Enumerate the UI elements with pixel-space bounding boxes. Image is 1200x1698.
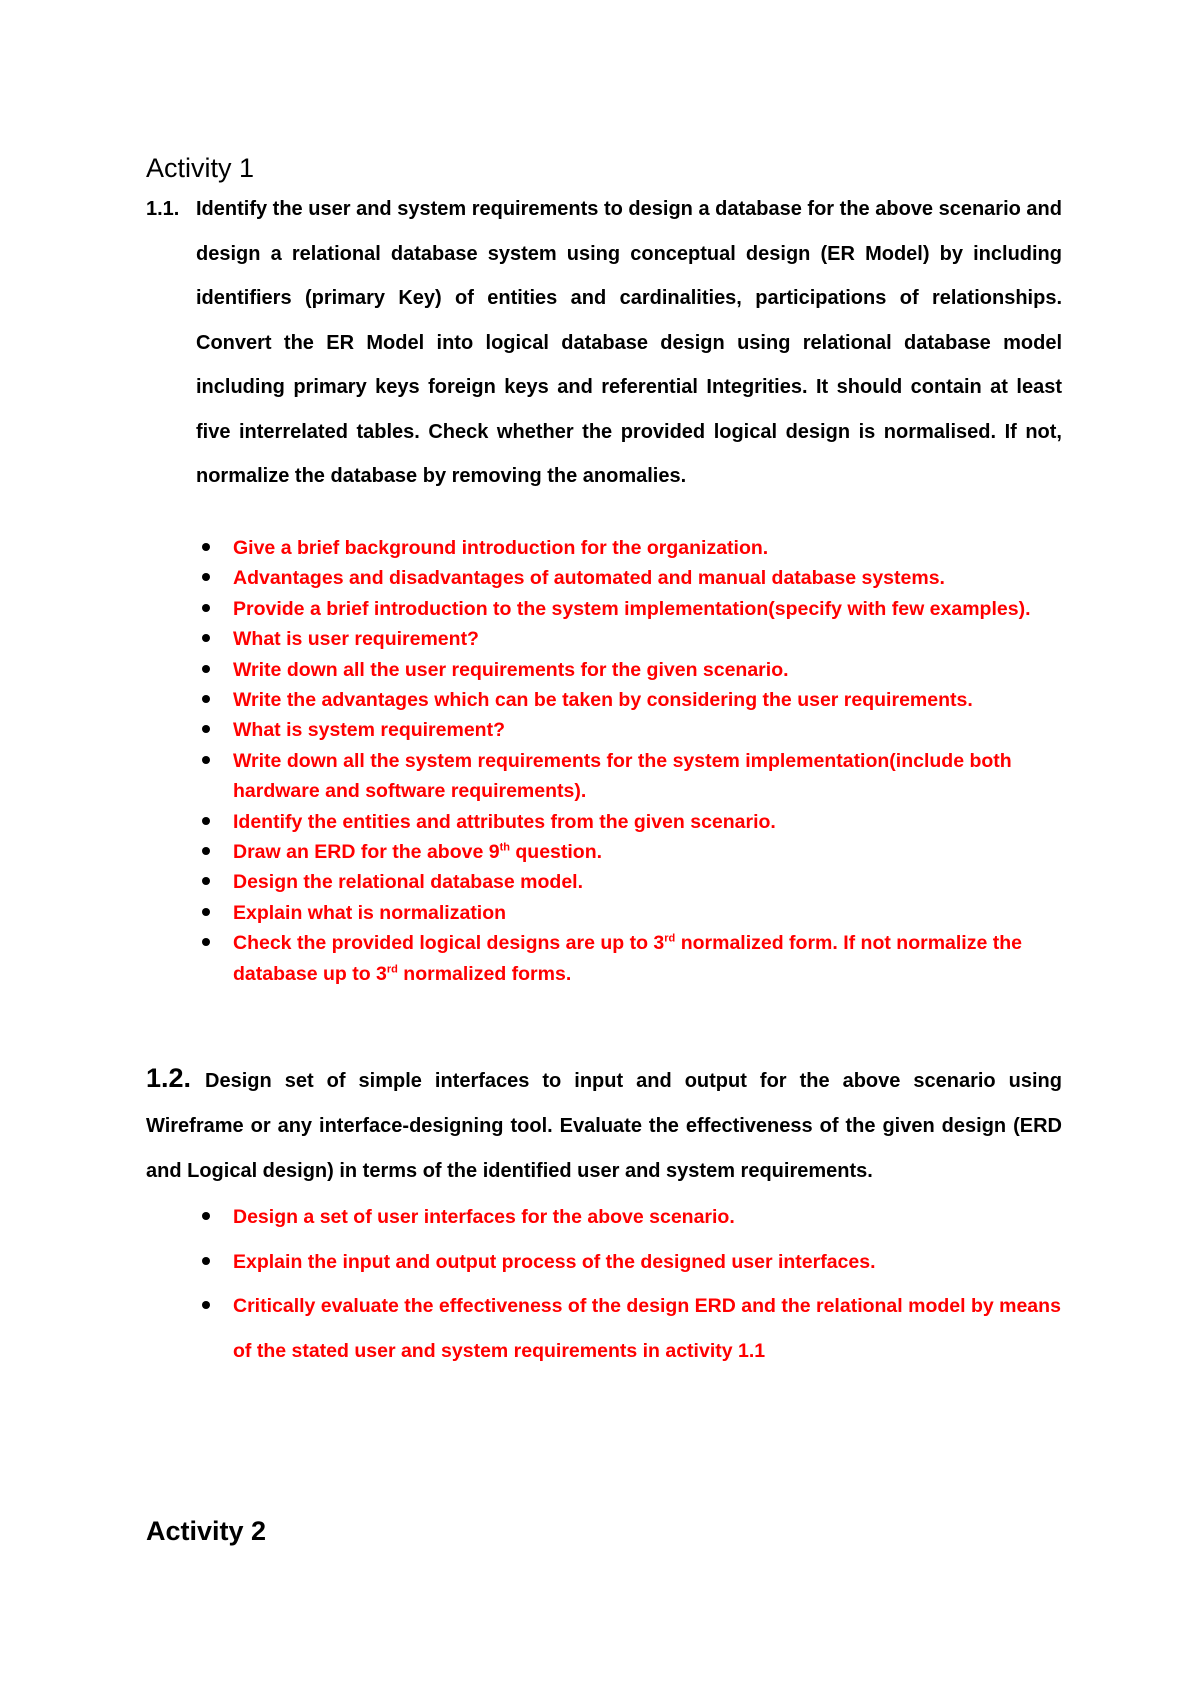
bullet-icon: [202, 908, 210, 916]
section-1-1-bullet-list: [199, 533, 1079, 989]
activity-1-heading: Activity 1: [146, 153, 255, 183]
bullet-icon: [202, 817, 210, 825]
list-item: Draw an ERD for the above 9th question.: [199, 837, 1079, 867]
bullet-icon: [202, 1257, 210, 1265]
section-1-1-paragraph: [146, 187, 1062, 499]
bullet-icon: [202, 665, 210, 673]
section-1-1-text: Identify the user and system requirements to design a database for the above scenario and design a relational database system using conceptual design (ER Model) by including identifiers (primary Key) of entities and cardinalities, participations of relationships. Convert the ER Model into logical database design using relational database model including primary keys foreign keys and referential Integrities. It should contain at least five interrelated tables. Check whether the provided logical design is normalised. If not, normalize the database by removing the anomalies.: [196, 198, 1062, 487]
section-1-2-bullet-list: [199, 1195, 1079, 1373]
section-1-1: [146, 187, 1062, 499]
bullet-icon: [202, 543, 210, 551]
list-item: Identify the entities and attributes from the given scenario.: [199, 807, 1079, 837]
section-1-2-text: Design set of simple interfaces to input and output for the above scenario using Wireframe or any interface-designing tool. Evaluate the effectiveness of the given design (ERD and Logical design) in terms of the identified user and system requirements.: [146, 1070, 1062, 1182]
bullet-icon: [202, 573, 210, 581]
bullet-icon: [202, 725, 210, 733]
list-item: Design the relational database model.: [199, 867, 1079, 897]
bullet-icon: [202, 756, 210, 764]
list-item: Check the provided logical designs are up to 3rd normalized form. If not normalize the database up to 3rd normalized forms.: [199, 928, 1079, 989]
list-item: Write down all the user requirements for the given scenario.: [199, 655, 1079, 685]
section-1-1-number: 1.1.: [146, 198, 180, 220]
list-item: Explain what is normalization: [199, 898, 1079, 928]
list-item: Write the advantages which can be taken by considering the user requirements.: [199, 685, 1079, 715]
bullet-icon: [202, 938, 210, 946]
section-1-2-number: 1.2.: [146, 1063, 192, 1093]
bullet-icon: [202, 695, 210, 703]
list-item: Critically evaluate the effectiveness of the design ERD and the relational model by means of the stated user and system requirements in activity 1.1: [199, 1284, 1079, 1373]
bullet-icon: [202, 847, 210, 855]
list-item: Provide a brief introduction to the system implementation(specify with few examples).: [199, 594, 1079, 624]
list-item: Write down all the system requirements for the system implementation(include both hardware and software requirements).: [199, 746, 1079, 807]
bullet-icon: [202, 634, 210, 642]
list-item: What is system requirement?: [199, 715, 1079, 745]
list-item: What is user requirement?: [199, 624, 1079, 654]
activity-2-heading: Activity 2: [146, 1516, 267, 1546]
list-item: Design a set of user interfaces for the above scenario.: [199, 1195, 1079, 1240]
bullet-icon: [202, 1212, 210, 1220]
bullet-icon: [202, 604, 210, 612]
list-item: Give a brief background introduction for the organization.: [199, 533, 1079, 563]
bullet-icon: [202, 1301, 210, 1309]
list-item: Advantages and disadvantages of automated and manual database systems.: [199, 563, 1079, 593]
list-item: Explain the input and output process of the designed user interfaces.: [199, 1240, 1079, 1285]
section-1-2-paragraph: [146, 1056, 1062, 1194]
bullet-icon: [202, 877, 210, 885]
